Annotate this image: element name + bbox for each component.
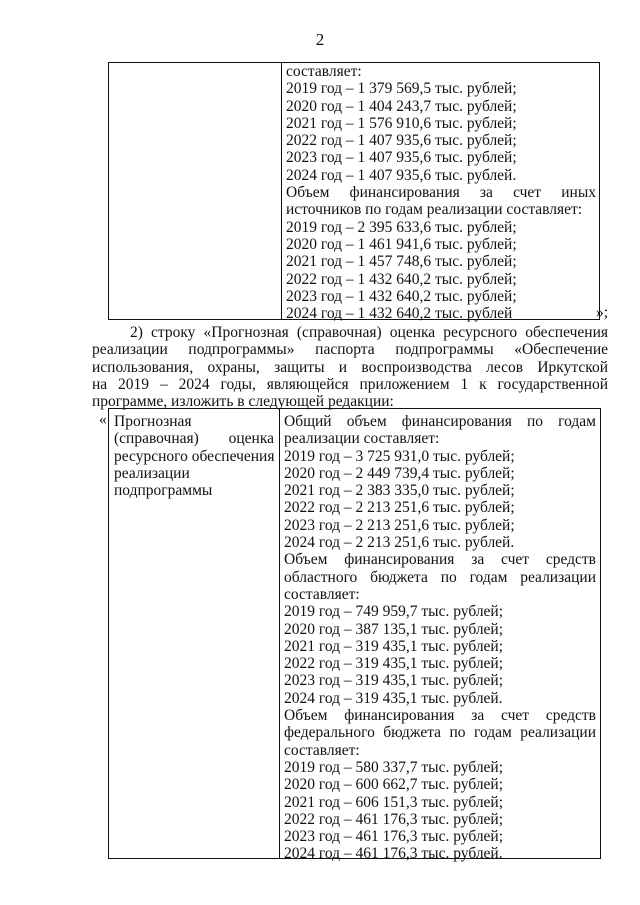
funding-line: 2021 год – 1 576 910,6 тыс. рублей; xyxy=(286,114,517,132)
funding-line: составляет: xyxy=(284,741,360,759)
funding-line: 2021 год – 319 435,1 тыс. рублей; xyxy=(284,637,504,655)
funding-line: 2021 год – 2 383 335,0 тыс. рублей; xyxy=(284,482,515,500)
heading-line: подпрограммы xyxy=(114,482,213,500)
funding-line: 2023 год – 2 213 251,6 тыс. рублей; xyxy=(284,516,515,534)
funding-line: 2024 год – 319 435,1 тыс. рублей. xyxy=(284,689,503,707)
funding-line: 2020 год – 600 662,7 тыс. рублей; xyxy=(284,776,504,794)
funding-line: 2023 год – 1 432 640,2 тыс. рублей; xyxy=(286,287,517,305)
row-heading xyxy=(114,413,274,499)
funding-line: 2024 год – 461 176,3 тыс. рублей. xyxy=(284,845,503,863)
funding-text-column xyxy=(284,413,596,863)
funding-line: 2023 год – 461 176,3 тыс. рублей; xyxy=(284,828,504,846)
page-number: 2 xyxy=(315,30,325,49)
funding-line: реализации составляет: xyxy=(284,430,440,448)
funding-line: 2020 год – 387 135,1 тыс. рублей; xyxy=(284,620,504,638)
heading-line: Прогнозная xyxy=(114,413,192,430)
heading-line: ресурсного обеспечения xyxy=(114,447,275,465)
funding-line: 2020 год – 1 461 941,6 тыс. рублей; xyxy=(286,235,517,253)
funding-line: 2022 год – 1 432 640,2 тыс. рублей; xyxy=(286,270,517,288)
column-divider xyxy=(281,63,282,319)
funding-line: составляет: xyxy=(286,63,362,80)
funding-line: Объем финансирования за счет иных xyxy=(286,184,596,202)
opening-quote: « xyxy=(99,411,107,428)
funding-line: 2024 год – 2 213 251,6 тыс. рублей. xyxy=(284,534,515,552)
funding-line: 2019 год – 1 379 569,5 тыс. рублей; xyxy=(286,80,517,98)
funding-line: 2021 год – 606 151,3 тыс. рублей; xyxy=(284,793,504,811)
funding-line: Объем финансирования за счет средств xyxy=(284,707,596,725)
paragraph-line: на 2019 – 2024 годы, являющейся приложением 1 к государственной xyxy=(92,375,608,393)
funding-line: 2024 год – 1 432 640,2 тыс. рублей xyxy=(286,305,513,323)
paragraph-line: программе, изложить в следующей редакции: xyxy=(92,393,394,411)
funding-line: областного бюджета по годам реализации xyxy=(284,568,596,586)
paragraph-line: использования, охраны, защиты и воспроизводства лесов Иркутской xyxy=(92,358,608,376)
funding-line: 2019 год – 749 959,7 тыс. рублей; xyxy=(284,603,504,621)
funding-line: 2024 год – 1 407 935,6 тыс. рублей. xyxy=(286,166,517,184)
funding-line: составляет: xyxy=(284,585,360,603)
forecast-funding-table xyxy=(108,408,601,863)
funding-line: 2020 год – 2 449 739,4 тыс. рублей; xyxy=(284,464,515,482)
heading-line: реализации xyxy=(114,464,190,482)
funding-line: 2019 год – 580 337,7 тыс. рублей; xyxy=(284,758,504,776)
funding-line: 2019 год – 2 395 633,6 тыс. рублей; xyxy=(286,218,517,236)
funding-line: 2023 год – 319 435,1 тыс. рублей; xyxy=(284,672,504,690)
funding-line: 2023 год – 1 407 935,6 тыс. рублей; xyxy=(286,149,517,167)
funding-line: Общий объем финансирования по годам xyxy=(284,413,596,430)
funding-line: 2019 год – 3 725 931,0 тыс. рублей; xyxy=(284,447,515,465)
funding-line: 2022 год – 461 176,3 тыс. рублей; xyxy=(284,810,504,828)
funding-table-continued xyxy=(108,62,600,323)
paragraph-line: 2) строку «Прогнозная (справочная) оценка ресурсного обеспечения xyxy=(130,324,608,341)
column-divider xyxy=(279,409,280,858)
funding-line: источников по годам реализации составляет: xyxy=(286,201,583,219)
funding-line: федерального бюджета по годам реализации xyxy=(284,724,596,742)
funding-line: 2022 год – 1 407 935,6 тыс. рублей; xyxy=(286,132,517,150)
funding-line: Объем финансирования за счет средств xyxy=(284,551,596,569)
closing-quote: »; xyxy=(596,304,609,321)
funding-line: 2020 год – 1 404 243,7 тыс. рублей; xyxy=(286,97,517,115)
paragraph-line: реализации подпрограммы» паспорта подпрограммы «Обеспечение xyxy=(92,341,608,359)
heading-line: (справочная) оценка xyxy=(114,430,274,448)
funding-line: 2022 год – 319 435,1 тыс. рублей; xyxy=(284,655,504,673)
amendment-paragraph xyxy=(92,324,608,410)
funding-line: 2022 год – 2 213 251,6 тыс. рублей; xyxy=(284,499,515,517)
funding-line: 2021 год – 1 457 748,6 тыс. рублей; xyxy=(286,253,517,271)
funding-text-column xyxy=(286,63,596,322)
